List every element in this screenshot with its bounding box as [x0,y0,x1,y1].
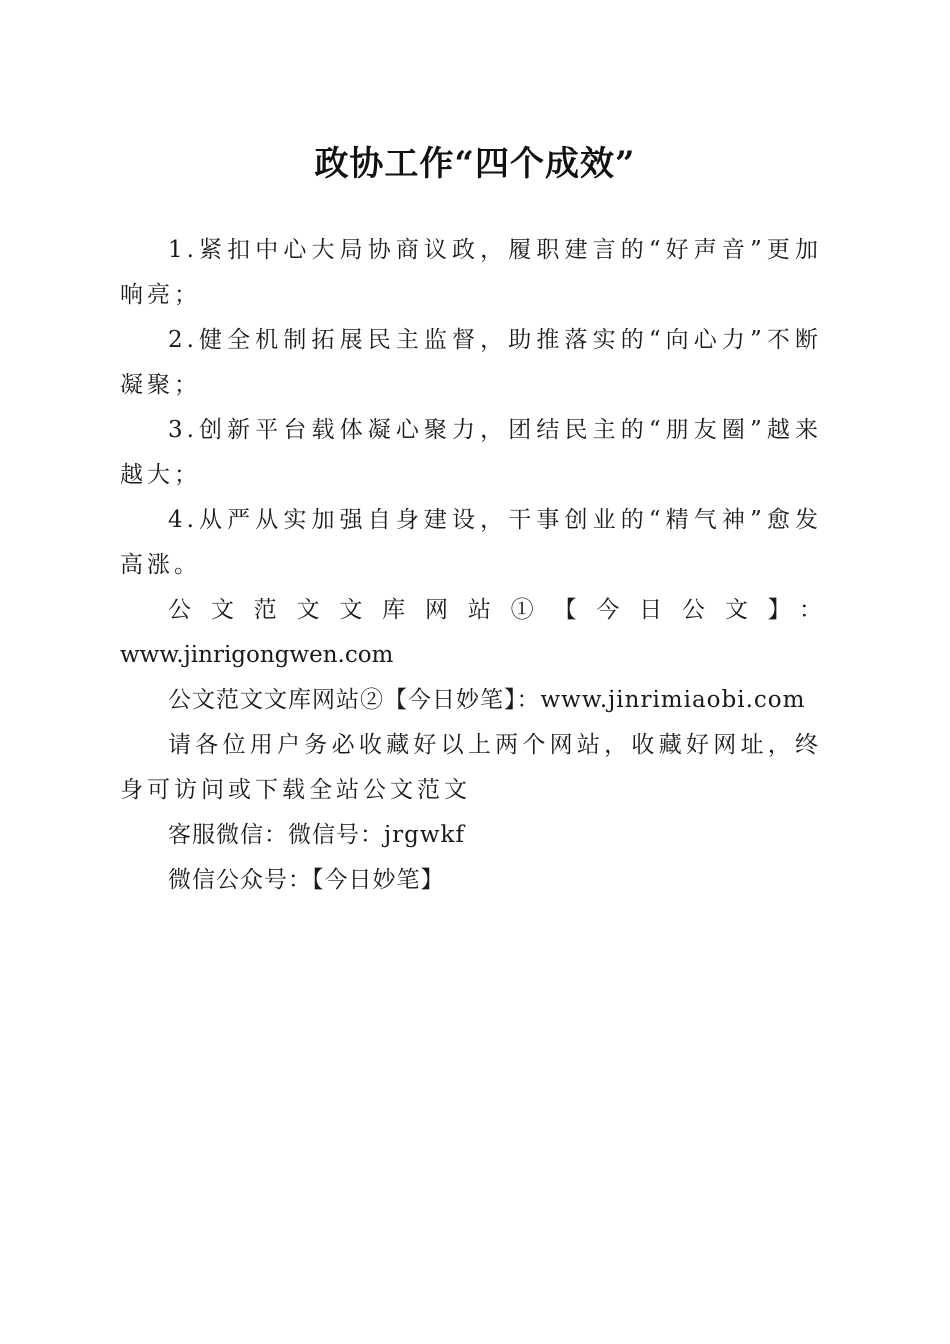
paragraph-2: 2.健全机制拓展民主监督，助推落实的“向心力”不断凝聚； [120,327,822,398]
paragraph-1: 1.紧扣中心大局协商议政，履职建言的“好声音”更加响亮； [120,237,822,308]
document-body [120,228,822,903]
site-1-url[interactable]: www.jinrigongwen.com [120,642,394,668]
paragraph-4: 4.从严从实加强自身建设，干事创业的“精气神”愈发高涨。 [120,507,822,578]
site-1-block [120,588,822,678]
reminder-paragraph: 请各位用户务必收藏好以上两个网站，收藏好网址，终身可访问或下载全站公文范文 [120,732,822,803]
site-2-line: 公文范文文库网站②【今日妙笔】：www.jinrimiaobi.com [168,687,806,713]
site-1-label: 公文范文文库网站①【今日公文】： [168,597,822,623]
wechat-service-line: 客服微信：微信号：jrgwkf [168,822,465,848]
paragraph-3: 3.创新平台载体凝心聚力，团结民主的“朋友圈”越来越大； [120,417,822,488]
wechat-public-line: 微信公众号：【今日妙笔】 [168,867,445,893]
document-title: 政协工作“四个成效” [314,144,636,184]
